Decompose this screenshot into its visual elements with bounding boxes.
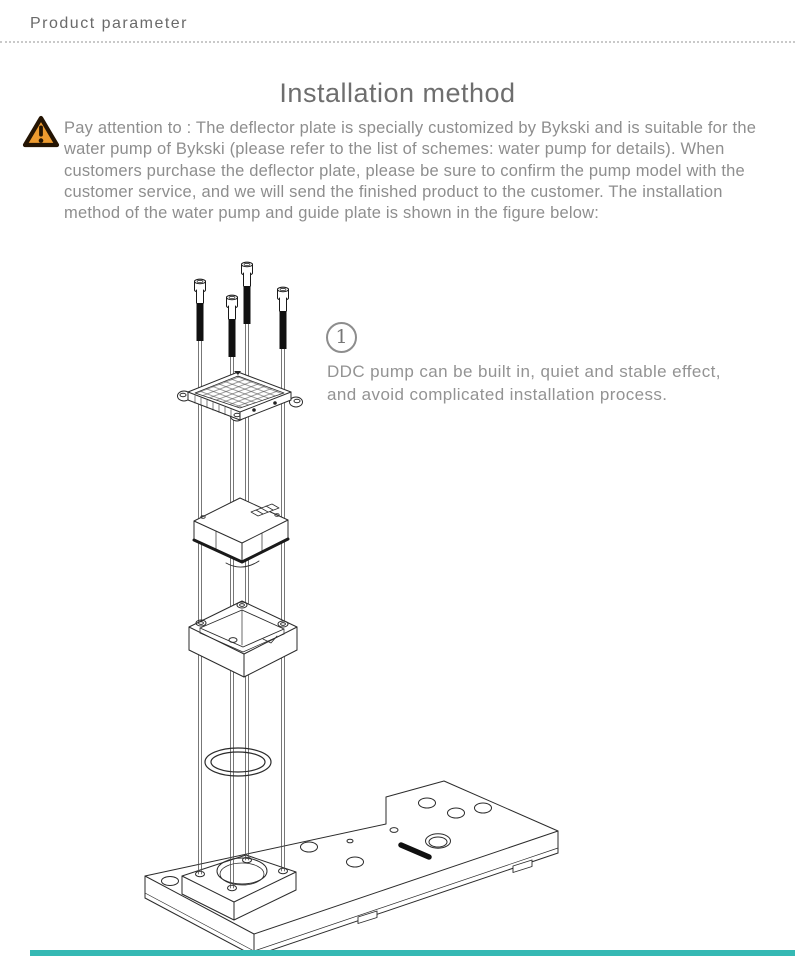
pump-top-cover-heatsink [178, 371, 303, 421]
screw [195, 279, 206, 341]
ddc-pump-body [194, 498, 288, 567]
warning-text: Pay attention to : The deflector plate is specially customized by Bykski and is suitable for the water pump of Bykski (please refer to the list of schemes: water pump for details). When customers purchase the deflector plate, please be sure to confirm the pump model with the customer service, and we will send the finished product to the customer. The installation method of the water pump and guide plate is shown in the figure below: [64, 119, 757, 223]
section-title: Installation method [279, 78, 516, 108]
header-dotted-divider [0, 41, 795, 43]
step-description-line2: and avoid complicated installation process. [327, 384, 668, 404]
step-description-line1: DDC pump can be built in, quiet and stable effect, [327, 362, 721, 381]
page-header-title: Product parameter [30, 15, 189, 32]
distro-plate-base [145, 781, 558, 956]
installation-exploded-diagram [140, 255, 570, 956]
warning-triangle-icon [22, 115, 60, 149]
screw [242, 262, 253, 324]
step-number-badge: 1 [326, 322, 357, 353]
screw [278, 287, 289, 349]
screw [227, 295, 238, 357]
footer-accent-bar [30, 950, 795, 956]
o-ring-seal [205, 748, 271, 776]
pump-mounting-bracket [189, 601, 297, 677]
mounting-screws [195, 262, 289, 357]
